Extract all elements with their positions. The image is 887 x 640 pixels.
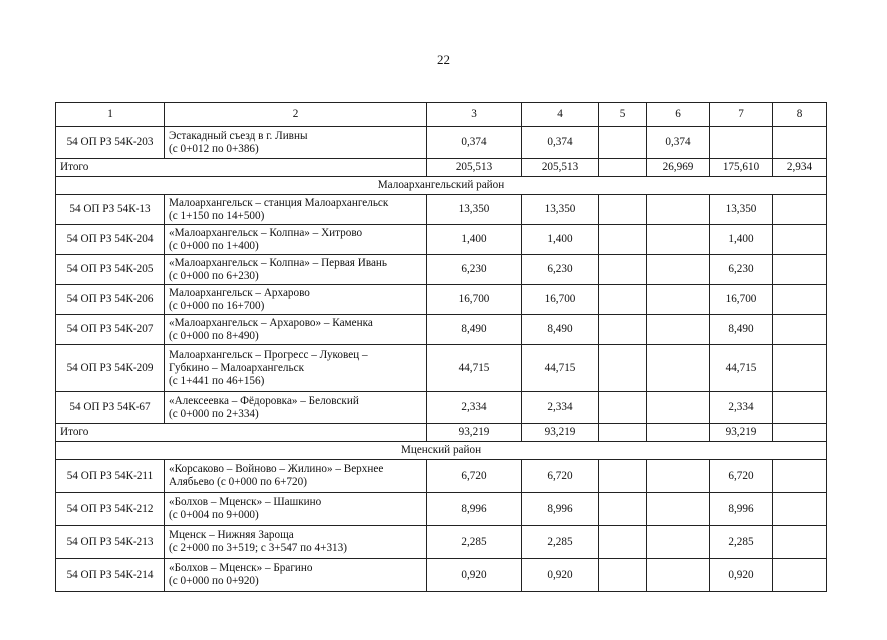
table-row bbox=[56, 285, 827, 315]
cell-col3: 1,400 bbox=[427, 225, 522, 255]
page-number: 22 bbox=[437, 52, 450, 67]
road-name bbox=[165, 526, 427, 559]
total-col6 bbox=[647, 424, 710, 442]
cell-col6 bbox=[647, 345, 710, 392]
cell-col4: 2,334 bbox=[522, 392, 599, 424]
cell-col6 bbox=[647, 460, 710, 493]
road-name-line: (с 1+150 по 14+500) bbox=[169, 209, 265, 222]
district-row bbox=[56, 442, 827, 460]
cell-col6 bbox=[647, 195, 710, 225]
cell-col5 bbox=[599, 195, 647, 225]
road-name bbox=[165, 225, 427, 255]
total-col5 bbox=[599, 424, 647, 442]
table-row bbox=[56, 392, 827, 424]
road-name-line: «Малоархангельск – Колпна» – Хитрово bbox=[169, 226, 363, 239]
road-name-line: (с 1+441 по 46+156) bbox=[169, 374, 265, 387]
cell-col7: 1,400 bbox=[710, 225, 773, 255]
district-title: Малоархангельский район bbox=[56, 177, 827, 195]
road-name bbox=[165, 315, 427, 345]
road-name bbox=[165, 392, 427, 424]
cell-col6 bbox=[647, 559, 710, 592]
cell-col3: 2,285 bbox=[427, 526, 522, 559]
district-row bbox=[56, 177, 827, 195]
district-title: Мценский район bbox=[56, 442, 827, 460]
header-cell: 4 bbox=[522, 103, 599, 127]
cell-col8 bbox=[773, 315, 827, 345]
cell-col8 bbox=[773, 493, 827, 526]
road-name-line: (с 0+000 по 8+490) bbox=[169, 329, 259, 342]
cell-col6 bbox=[647, 315, 710, 345]
road-name-line: «Корсаково – Войново – Жилино» – Верхнее bbox=[169, 463, 384, 475]
cell-col8 bbox=[773, 559, 827, 592]
cell-col7: 2,334 bbox=[710, 392, 773, 424]
total-col4: 93,219 bbox=[522, 424, 599, 442]
cell-col7: 6,230 bbox=[710, 255, 773, 285]
road-code: 54 ОП РЗ 54К-204 bbox=[56, 225, 165, 255]
cell-col6: 0,374 bbox=[647, 127, 710, 159]
road-name bbox=[165, 127, 427, 159]
cell-col8 bbox=[773, 285, 827, 315]
cell-col7: 13,350 bbox=[710, 195, 773, 225]
cell-col3: 13,350 bbox=[427, 195, 522, 225]
road-name-line: Малоархангельск – Прогресс – Луковец – bbox=[169, 348, 368, 361]
total-col8 bbox=[773, 424, 827, 442]
road-code: 54 ОП РЗ 54К-207 bbox=[56, 315, 165, 345]
road-name bbox=[165, 460, 427, 493]
road-name-line: (с 0+000 по 6+230) bbox=[169, 269, 259, 282]
cell-col5 bbox=[599, 127, 647, 159]
cell-col4: 2,285 bbox=[522, 526, 599, 559]
roads-table bbox=[55, 102, 827, 592]
cell-col3: 0,920 bbox=[427, 559, 522, 592]
cell-col5 bbox=[599, 392, 647, 424]
total-row bbox=[56, 424, 827, 442]
road-name-line: Эстакадный съезд в г. Ливны bbox=[169, 129, 308, 142]
total-col3: 93,219 bbox=[427, 424, 522, 442]
cell-col3: 44,715 bbox=[427, 345, 522, 392]
road-name-line: Малоархангельск – станция Малоархангельск bbox=[169, 196, 389, 209]
total-col8: 2,934 bbox=[773, 159, 827, 177]
cell-col4: 6,720 bbox=[522, 460, 599, 493]
header-cell: 2 bbox=[165, 103, 427, 127]
cell-col4: 1,400 bbox=[522, 225, 599, 255]
road-name bbox=[165, 345, 427, 392]
cell-col5 bbox=[599, 493, 647, 526]
cell-col3: 6,720 bbox=[427, 460, 522, 493]
cell-col6 bbox=[647, 526, 710, 559]
cell-col8 bbox=[773, 392, 827, 424]
road-name bbox=[165, 285, 427, 315]
cell-col7: 8,490 bbox=[710, 315, 773, 345]
cell-col7: 6,720 bbox=[710, 460, 773, 493]
cell-col4: 13,350 bbox=[522, 195, 599, 225]
road-name-line: (с 0+004 по 9+000) bbox=[169, 509, 259, 521]
cell-col7: 0,920 bbox=[710, 559, 773, 592]
cell-col5 bbox=[599, 460, 647, 493]
road-code: 54 ОП РЗ 54К-211 bbox=[56, 460, 165, 493]
table-row bbox=[56, 195, 827, 225]
cell-col8 bbox=[773, 127, 827, 159]
cell-col5 bbox=[599, 559, 647, 592]
cell-col3: 8,490 bbox=[427, 315, 522, 345]
cell-col7: 2,285 bbox=[710, 526, 773, 559]
table-row bbox=[56, 493, 827, 526]
cell-col4: 44,715 bbox=[522, 345, 599, 392]
table-row bbox=[56, 526, 827, 559]
road-name-line: «Болхов – Мценск» – Брагино bbox=[169, 562, 313, 574]
table-row bbox=[56, 559, 827, 592]
cell-col8 bbox=[773, 526, 827, 559]
cell-col5 bbox=[599, 285, 647, 315]
cell-col5 bbox=[599, 225, 647, 255]
cell-col4: 6,230 bbox=[522, 255, 599, 285]
road-name bbox=[165, 493, 427, 526]
road-name-line: (с 0+012 по 0+386) bbox=[169, 142, 259, 155]
road-code: 54 ОП РЗ 54К-205 bbox=[56, 255, 165, 285]
table-row bbox=[56, 255, 827, 285]
cell-col4: 8,490 bbox=[522, 315, 599, 345]
cell-col7 bbox=[710, 127, 773, 159]
total-row bbox=[56, 159, 827, 177]
cell-col6 bbox=[647, 255, 710, 285]
table-row bbox=[56, 225, 827, 255]
road-code: 54 ОП РЗ 54К-67 bbox=[56, 392, 165, 424]
header-cell: 8 bbox=[773, 103, 827, 127]
cell-col5 bbox=[599, 526, 647, 559]
road-name bbox=[165, 195, 427, 225]
total-col7: 93,219 bbox=[710, 424, 773, 442]
cell-col5 bbox=[599, 255, 647, 285]
road-name-line: Мценск – Нижняя Зароща bbox=[169, 529, 294, 541]
table-row bbox=[56, 315, 827, 345]
header-cell: 5 bbox=[599, 103, 647, 127]
cell-col4: 8,996 bbox=[522, 493, 599, 526]
cell-col7: 8,996 bbox=[710, 493, 773, 526]
road-name-line: Малоархангельск – Архарово bbox=[169, 286, 310, 299]
cell-col3: 8,996 bbox=[427, 493, 522, 526]
road-name-line: (с 0+000 по 2+334) bbox=[169, 407, 259, 420]
cell-col3: 16,700 bbox=[427, 285, 522, 315]
cell-col4: 16,700 bbox=[522, 285, 599, 315]
road-name-line: (с 0+000 по 16+700) bbox=[169, 299, 265, 312]
header-cell: 3 bbox=[427, 103, 522, 127]
cell-col6 bbox=[647, 493, 710, 526]
road-name-line: (с 0+000 по 1+400) bbox=[169, 239, 259, 252]
road-code: 54 ОП РЗ 54К-214 bbox=[56, 559, 165, 592]
road-code: 54 ОП РЗ 54К-206 bbox=[56, 285, 165, 315]
total-label: Итого bbox=[56, 424, 427, 442]
cell-col3: 2,334 bbox=[427, 392, 522, 424]
table-row bbox=[56, 127, 827, 159]
cell-col8 bbox=[773, 255, 827, 285]
table-row bbox=[56, 345, 827, 392]
cell-col8 bbox=[773, 460, 827, 493]
cell-col6 bbox=[647, 225, 710, 255]
road-code: 54 ОП РЗ 54К-213 bbox=[56, 526, 165, 559]
road-name-line: «Алексеевка – Фёдоровка» – Беловский bbox=[169, 394, 359, 407]
road-name-line: Губкино – Малоархангельск bbox=[169, 361, 305, 374]
road-name-line: «Болхов – Мценск» – Шашкино bbox=[169, 496, 322, 508]
cell-col6 bbox=[647, 285, 710, 315]
road-code: 54 ОП РЗ 54К-203 bbox=[56, 127, 165, 159]
header-cell: 6 bbox=[647, 103, 710, 127]
road-name-line: Алябьево (с 0+000 по 6+720) bbox=[169, 476, 307, 488]
table-header-row bbox=[56, 103, 827, 127]
total-col6: 26,969 bbox=[647, 159, 710, 177]
road-name-line: (с 0+000 по 0+920) bbox=[169, 575, 259, 587]
total-col5 bbox=[599, 159, 647, 177]
road-code: 54 ОП РЗ 54К-209 bbox=[56, 345, 165, 392]
table-row bbox=[56, 460, 827, 493]
road-code: 54 ОП РЗ 54К-13 bbox=[56, 195, 165, 225]
road-name-line: «Малоархангельск – Колпна» – Первая Ивань bbox=[169, 256, 388, 269]
cell-col4: 0,374 bbox=[522, 127, 599, 159]
total-col7: 175,610 bbox=[710, 159, 773, 177]
total-label: Итого bbox=[56, 159, 427, 177]
cell-col8 bbox=[773, 225, 827, 255]
road-name bbox=[165, 255, 427, 285]
road-name-line: (с 2+000 по 3+519; с 3+547 по 4+313) bbox=[169, 542, 347, 554]
cell-col8 bbox=[773, 345, 827, 392]
total-col4: 205,513 bbox=[522, 159, 599, 177]
cell-col8 bbox=[773, 195, 827, 225]
total-col3: 205,513 bbox=[427, 159, 522, 177]
cell-col4: 0,920 bbox=[522, 559, 599, 592]
header-cell: 1 bbox=[56, 103, 165, 127]
cell-col3: 0,374 bbox=[427, 127, 522, 159]
cell-col5 bbox=[599, 345, 647, 392]
road-name-line: «Малоархангельск – Архарово» – Каменка bbox=[169, 316, 373, 329]
cell-col3: 6,230 bbox=[427, 255, 522, 285]
header-cell: 7 bbox=[710, 103, 773, 127]
road-name bbox=[165, 559, 427, 592]
cell-col6 bbox=[647, 392, 710, 424]
cell-col7: 44,715 bbox=[710, 345, 773, 392]
cell-col7: 16,700 bbox=[710, 285, 773, 315]
cell-col5 bbox=[599, 315, 647, 345]
road-code: 54 ОП РЗ 54К-212 bbox=[56, 493, 165, 526]
